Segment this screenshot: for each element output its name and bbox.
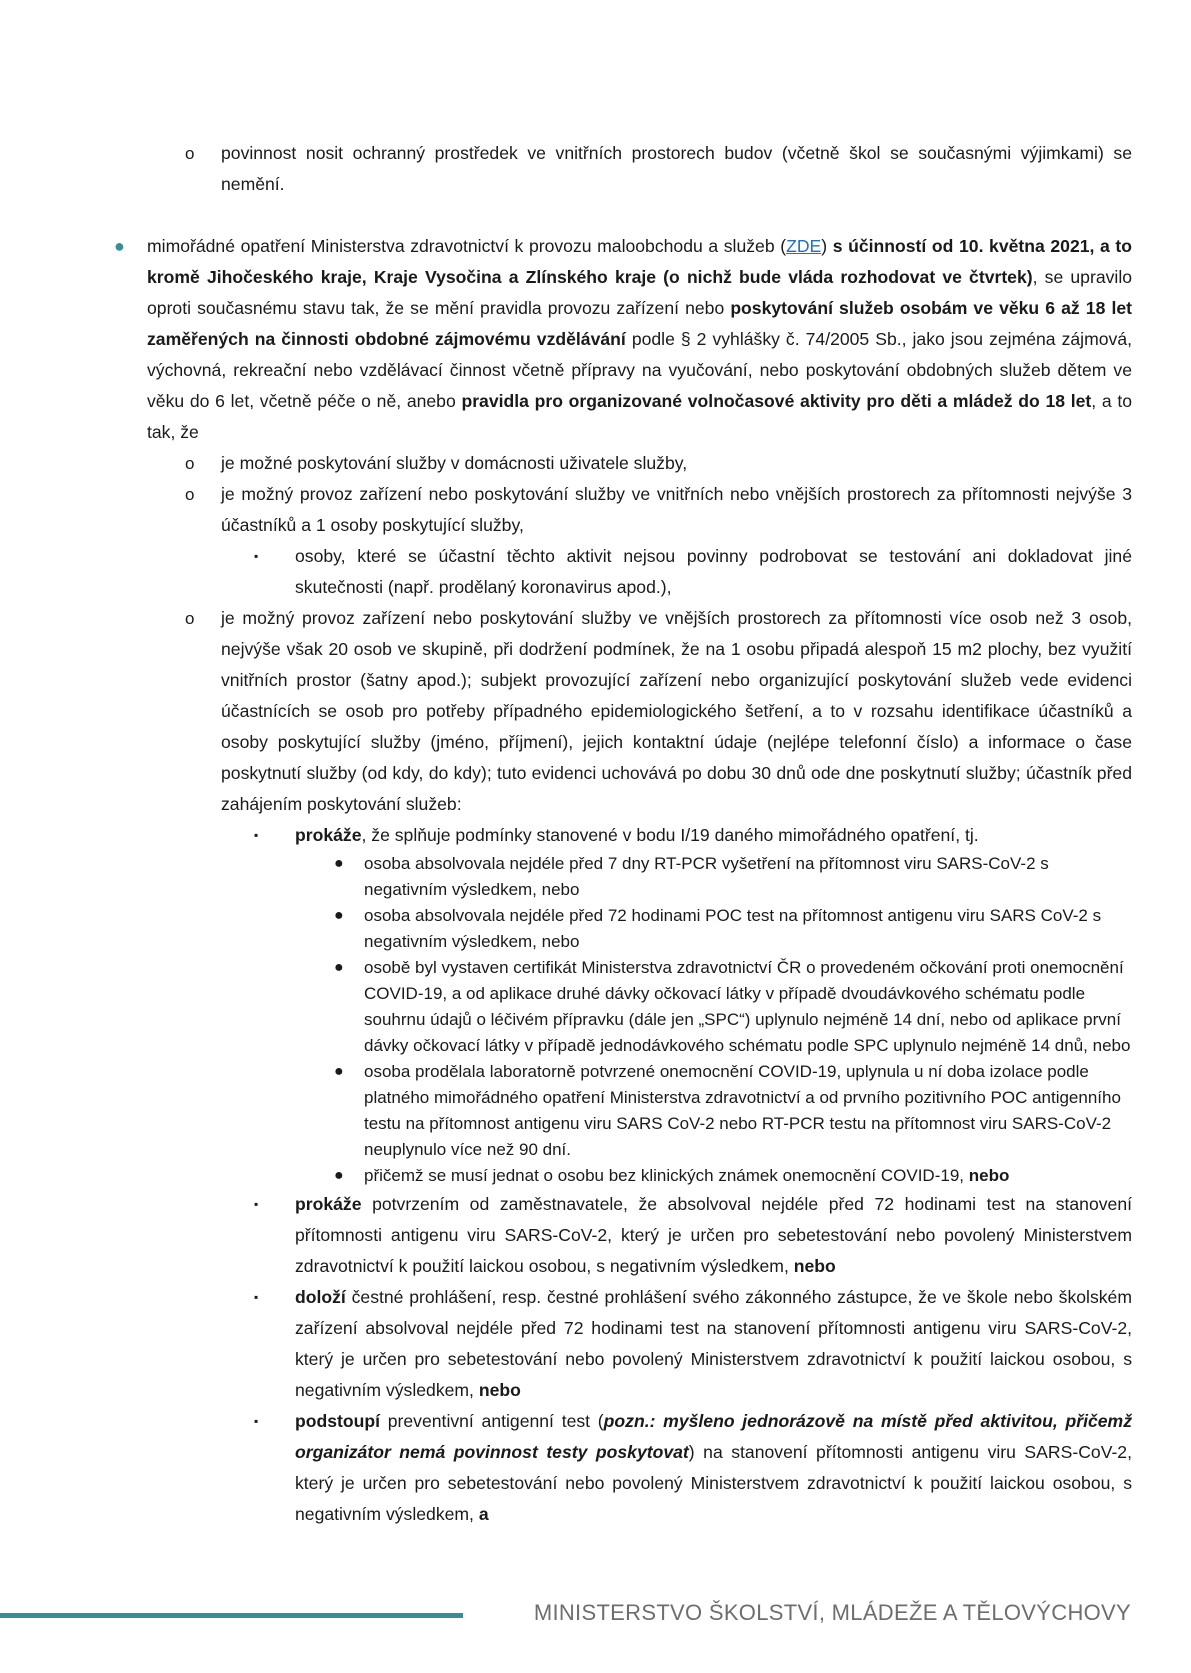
item-text: , že splňuje podmínky stanovené v bodu I/19 daného mimořádného opatření, tj. [361, 825, 979, 845]
item-text: přičemž se musí jednat o osobu bez klinických známek onemocnění COVID-19, [364, 1166, 969, 1185]
main-text-1: mimořádné opatření Ministerstva zdravotnictví k provozu maloobchodu a služeb ( [147, 236, 787, 256]
list-item [147, 448, 1132, 479]
list-item [147, 541, 1132, 603]
circle-bullet-icon: o [185, 454, 195, 473]
item-text: je možný provoz zařízení nebo poskytování služby ve vnějších prostorech za přítomnosti více osob než 3 osob, nejvýše však 20 osob ve skupině, při dodržení podmínek, že na 1 osobu připadá alespoň 15 m2 plochy, bez využití vnitřních prostor (šatny apod.); subjekt provozující zařízení nebo organizující poskytování služeb vede evidenci účastnících se osob pro potřeby případného epidemiologického šetření, a to v rozsahu identifikace účastníků a osoby poskytující služby (jméno, příjmení), jejich kontaktní údaje (nejlépe telefonní číslo) a informace o čase poskytnutí služby (od kdy, do kdy); tuto evidenci uchovává po dobu 30 dnů ode dne poskytnutí služby; účastník před zahájením poskytování služeb: [221, 608, 1132, 814]
item-text: osobě byl vystaven certifikát Ministerstva zdravotnictví ČR o provedeném očkování proti onemocnění COVID-19, a od aplikace druhé dávky očkovací látky v případě dvoudávkového schématu podle souhrnu údajů o léčivém přípravku (dále jen „SPC“) uplynulo nejméně 14 dní, nebo od aplikace první dávky očkovací látky v případě jednodávkového schématu podle SPC uplynulo nejméně 14 dnů, nebo [364, 958, 1131, 1055]
circle-bullet-icon: o [185, 609, 195, 628]
item-note: pozn.: myšleno jednorázově na místě před aktivitou, přičemž organizátor nemá povinnost testy poskytovat [295, 1411, 1132, 1462]
teal-bullet-icon: ● [114, 236, 125, 256]
main-bold-3: pravidla pro organizované volnočasové aktivity pro děti a mládež do 18 let [461, 391, 1092, 411]
square-bullet-icon: ▪ [254, 1290, 259, 1304]
list-item [147, 1163, 1132, 1189]
dot-bullet-icon: ● [334, 959, 344, 976]
item-bold-end: a [478, 1504, 489, 1524]
square-bullet-icon: ▪ [254, 1197, 259, 1211]
item-text-2: ) na stanovení přítomnosti antigenu viru SARS-CoV-2, který je určen pro sebetestování nebo povolený Ministerstvem zdravotnictví k použití laickou osobou, s negativním výsledkem, [295, 1442, 1132, 1524]
list-item [147, 851, 1132, 903]
square-bullet-icon: ▪ [254, 1414, 259, 1428]
item-bold: prokáže [295, 825, 362, 845]
list-item [147, 603, 1132, 820]
dot-bullet-icon: ● [334, 1167, 344, 1184]
item-text: potvrzením od zaměstnavatele, že absolvoval nejdéle před 72 hodinami test na stanovení přítomnosti antigenu viru SARS-CoV-2, který je určen pro sebetestování nebo povolený Ministerstvem zdravotnictví k použití laickou osobou, s negativním výsledkem, [295, 1194, 1132, 1276]
main-text-2: ) [821, 236, 833, 256]
list-item [147, 1282, 1132, 1406]
list-item [147, 479, 1132, 541]
item-text: je možný provoz zařízení nebo poskytování služby ve vnitřních nebo vnějších prostorech za přítomnosti nejvýše 3 účastníků a 1 osoby poskytující služby, [221, 484, 1132, 535]
item-text: povinnost nosit ochranný prostředek ve vnitřních prostorech budov (včetně škol se současnými výjimkami) se nemění. [221, 143, 1132, 194]
item-text-1: preventivní antigenní test ( [380, 1411, 604, 1431]
item-bold-end: nebo [793, 1256, 836, 1276]
item-text: čestné prohlášení, resp. čestné prohlášení svého zákonného zástupce, že ve škole nebo školském zařízení absolvoval nejdéle před 72 hodinami test na stanovení přítomnosti antigenu viru SARS-CoV-2, který je určen pro sebetestování nebo povolený Ministerstvem zdravotnictví k použití laickou osobou, s negativním výsledkem, [295, 1287, 1132, 1400]
item-bold: podstoupí [295, 1411, 381, 1431]
footer-ministry-name: MINISTERSTVO ŠKOLSTVÍ, MLÁDEŽE A TĚLOVÝCHOVY [533, 1600, 1131, 1625]
list-item [147, 1059, 1132, 1163]
circle-bullet-icon: o [185, 144, 195, 163]
list-item [147, 1189, 1132, 1282]
item-text: je možné poskytování služby v domácnosti uživatele služby, [221, 453, 688, 473]
circle-bullet-icon: o [185, 485, 195, 504]
document-body [114, 138, 1133, 1530]
square-bullet-icon: ▪ [254, 549, 259, 563]
item-bold: doloží [295, 1287, 346, 1307]
zde-link[interactable]: ZDE [786, 236, 822, 256]
item-bold-end: nebo [478, 1380, 521, 1400]
item-text: osoba absolvovala nejdéle před 72 hodinami POC test na přítomnost antigenu viru SARS CoV-2 s negativním výsledkem, nebo [364, 906, 1102, 951]
list-item [147, 955, 1132, 1059]
item-text: osoba prodělala laboratorně potvrzené onemocnění COVID-19, uplynula u ní doba izolace podle platného mimořádného opatření Ministerstva zdravotnictví a od prvního pozitivního POC antigenního testu na přítomnost antigenu viru SARS CoV-2 nebo RT-PCR testu na přítomnost viru SARS-CoV-2 neuplynulo více než 90 dní. [364, 1062, 1121, 1159]
item-text: osoby, které se účastní těchto aktivit nejsou povinny podrobovat se testování ani dokladovat jiné skutečnosti (např. prodělaný koronavirus apod.), [295, 546, 1132, 597]
main-text-4: podle § 2 vyhlášky č. 74/2005 Sb., jako jsou zejména zájmová, výchovná, rekreační nebo vzdělávací činnost včetně přípravy na vyučování, nebo poskytování obdobných služeb dětem ve věku do 6 let, včetně péče o ně, anebo [147, 329, 1133, 411]
list-item [147, 903, 1132, 955]
item-bold: prokáže [295, 1194, 362, 1214]
main-paragraph [114, 231, 1133, 448]
main-bold-1: s účinností od 10. května 2021, a to kromě Jihočeského kraje, Kraje Vysočina a Zlínského kraje (o nichž bude vláda rozhodovat ve čtvrtek) [147, 236, 1133, 287]
dot-bullet-icon: ● [334, 907, 344, 924]
square-bullet-icon: ▪ [254, 828, 259, 842]
main-text-5: , a to tak, že [147, 391, 1132, 442]
dot-bullet-icon: ● [334, 855, 344, 872]
main-text-3: , se upravilo oproti současnému stavu tak, že se mění pravidla provozu zařízení nebo [147, 267, 1133, 318]
list-item [147, 138, 1132, 200]
list-item [147, 820, 1132, 851]
footer-accent-line [0, 1613, 463, 1618]
main-bold-2: poskytování služeb osobám ve věku 6 až 18 let zaměřených na činnosti obdobné zájmovému vzdělávání [147, 298, 1132, 349]
list-item [147, 1406, 1132, 1530]
item-text: osoba absolvovala nejdéle před 7 dny RT-PCR vyšetření na přítomnost viru SARS-CoV-2 s negativním výsledkem, nebo [364, 854, 1049, 899]
dot-bullet-icon: ● [334, 1063, 344, 1080]
item-bold: nebo [968, 1166, 1010, 1185]
